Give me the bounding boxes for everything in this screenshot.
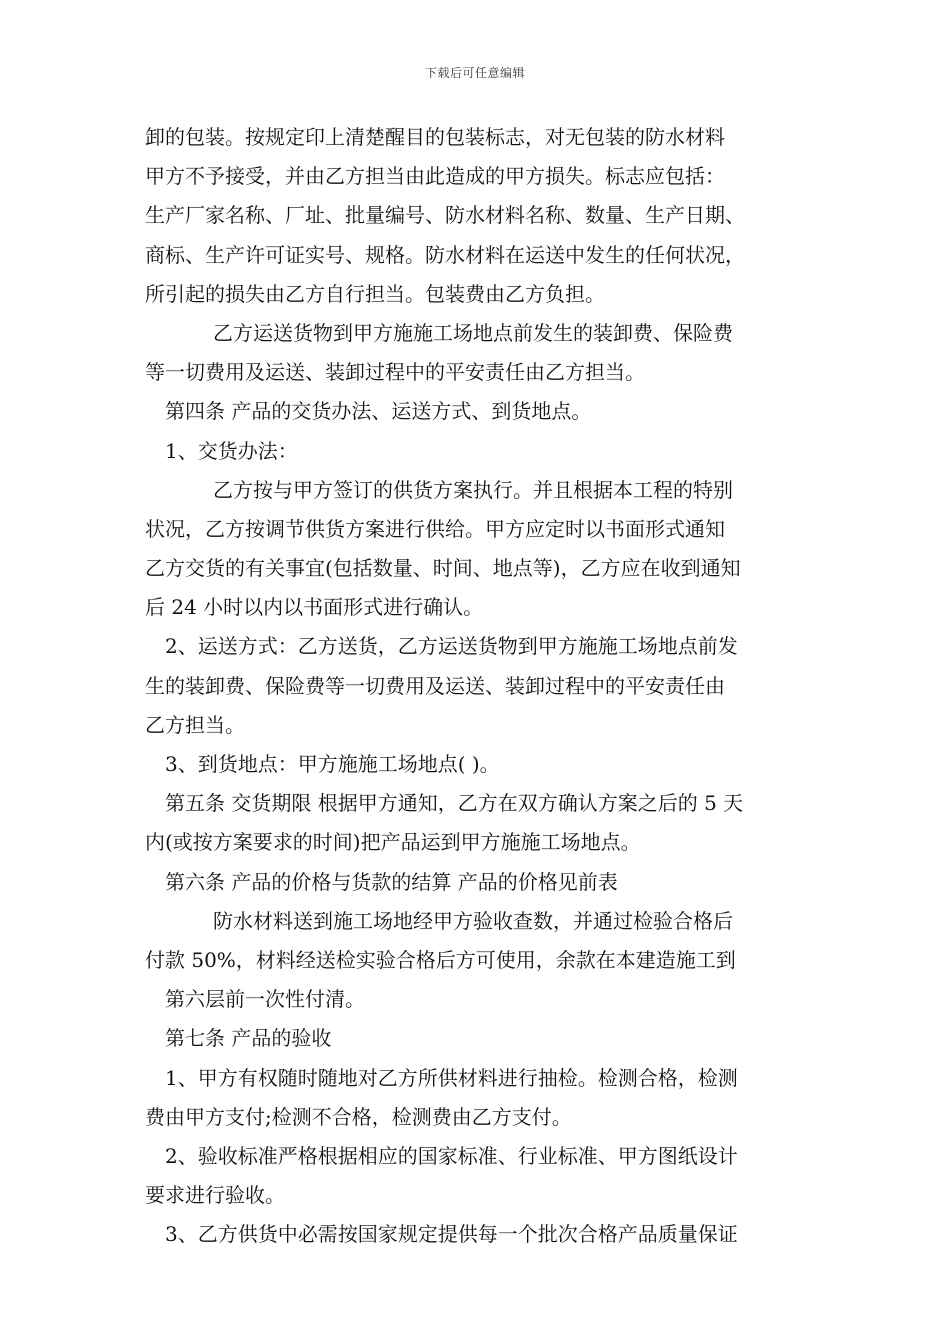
list-item-heading: 1、甲方有权随时随地对乙方所供材料进行抽检。检测合格，检测 bbox=[165, 1065, 738, 1090]
section-heading: 第五条 交货期限 根据甲方通知，乙方在双方确认方案之后的 5 天 bbox=[165, 791, 744, 816]
list-item-heading: 2、运送方式：乙方送货，乙方运送货物到甲方施施工场地点前发 bbox=[165, 634, 738, 659]
document-body bbox=[145, 118, 817, 1254]
section-heading: 第四条 产品的交货办法、运送方式、到货地点。 bbox=[165, 399, 592, 424]
list-item-heading: 3、到货地点：甲方施施工场地点( )。 bbox=[165, 752, 500, 776]
text-line: 乙方担当。 bbox=[145, 712, 245, 737]
list-item-heading: 2、验收标准严格根据相应的国家标准、行业标准、甲方图纸设计 bbox=[165, 1143, 738, 1168]
text-line: 生产厂家名称、厂址、批量编号、防水材料名称、数量、生产日期、 bbox=[145, 203, 745, 228]
text-line: 要求进行验收。 bbox=[145, 1183, 285, 1208]
text-line: 付款 50%，材料经送检实验合格后方可使用，余款在本建造施工到 bbox=[145, 947, 736, 972]
text-line: 费由甲方支付;检测不合格，检测费由乙方支付。 bbox=[145, 1104, 572, 1129]
text-line: 商标、生产许可证实号、规格。防水材料在运送中发生的任何状况， bbox=[145, 242, 745, 267]
text-line: 防水材料送到施工场地经甲方验收查数，并通过检验合格后 bbox=[213, 908, 733, 933]
text-line: 乙方运送货物到甲方施施工场地点前发生的装卸费、保险费 bbox=[213, 320, 733, 345]
text-line: 内(或按方案要求的时间)把产品运到甲方施施工场地点。 bbox=[145, 830, 641, 855]
text-line: 甲方不予接受，并由乙方担当由此造成的甲方损失。标志应包括： bbox=[145, 164, 725, 189]
section-heading: 第七条 产品的验收 bbox=[165, 1026, 332, 1051]
text-line: 所引起的损失由乙方自行担当。包装费由乙方负担。 bbox=[145, 281, 605, 306]
text-line: 乙方按与甲方签订的供货方案执行。并且根据本工程的特别 bbox=[213, 477, 733, 502]
list-item-heading: 3、乙方供货中必需按国家规定提供每一个批次合格产品质量保证 bbox=[165, 1222, 738, 1247]
text-line: 卸的包装。按规定印上清楚醒目的包装标志，对无包装的防水材料 bbox=[145, 125, 725, 149]
page-header: 下载后可任意编辑 bbox=[424, 66, 525, 80]
text-line: 状况，乙方按调节供货方案进行供给。甲方应定时以书面形式通知 bbox=[145, 516, 725, 541]
text-line: 生的装卸费、保险费等一切费用及运送、装卸过程中的平安责任由 bbox=[145, 673, 725, 698]
text-line: 第六层前一次性付清。 bbox=[165, 987, 365, 1012]
text-line: 等一切费用及运送、装卸过程中的平安责任由乙方担当。 bbox=[145, 360, 645, 385]
text-line: 后 24 小时以内以书面形式进行确认。 bbox=[145, 595, 484, 620]
text-line: 乙方交货的有关事宜(包括数量、时间、地点等)，乙方应在收到通知 bbox=[145, 556, 741, 581]
section-heading: 第六条 产品的价格与货款的结算 产品的价格见前表 bbox=[165, 869, 618, 894]
list-item-heading: 1、交货办法： bbox=[165, 438, 298, 463]
